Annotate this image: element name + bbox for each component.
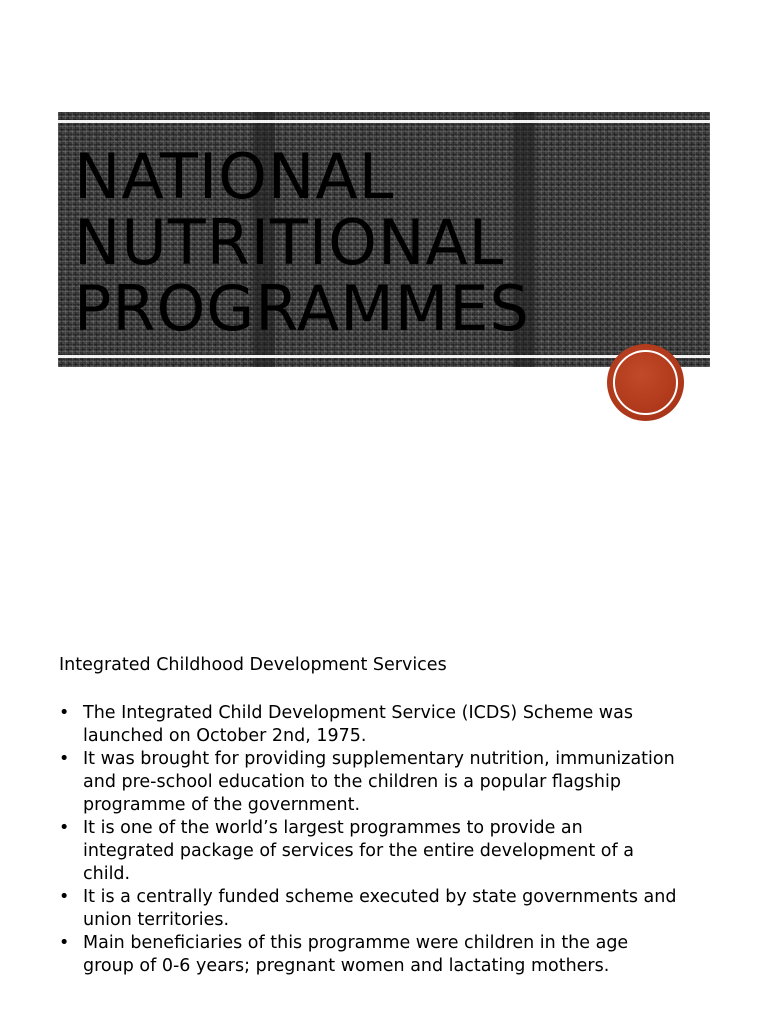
bullet-item <box>59 817 679 886</box>
bullet-point: • <box>59 703 70 723</box>
bullet-item <box>59 702 679 748</box>
bullet-list <box>59 702 679 978</box>
bullet-point: • <box>59 933 70 953</box>
banner-bottom-rule <box>58 355 710 358</box>
bullet-point: • <box>59 749 70 769</box>
accent-circle-ring <box>613 350 678 415</box>
bullet-item <box>59 748 679 817</box>
title-banner <box>58 112 710 367</box>
title-line-3: PROGRAMMES <box>74 272 530 345</box>
bullet-text: The Integrated Child Development Service (ICDS) Scheme was launched on October 2nd, 1975. <box>83 703 633 746</box>
title-line-1: NATIONAL <box>74 140 395 213</box>
bullet-item <box>59 886 679 932</box>
bullet-item <box>59 932 679 978</box>
accent-circle <box>607 344 684 421</box>
banner-top-rule <box>58 120 710 123</box>
title-line-2: NUTRITIONAL <box>74 206 505 279</box>
bullet-text: It is a centrally funded scheme executed by state governments and union territories. <box>83 887 677 930</box>
content-slide <box>59 654 679 978</box>
bullet-text: Main beneficiaries of this programme were children in the age group of 0-6 years; pregnant women and lactating mothers. <box>83 933 629 976</box>
bullet-text: It was brought for providing supplementary nutrition, immunization and pre-school education to the children is a popular flagship programme of the government. <box>83 749 675 815</box>
slide-title <box>74 140 530 345</box>
bullet-point: • <box>59 818 70 838</box>
section-heading: Integrated Childhood Development Services <box>59 655 447 675</box>
bullet-text: It is one of the world’s largest programmes to provide an integrated package of services for the entire development of a child. <box>83 818 634 884</box>
bullet-point: • <box>59 887 70 907</box>
